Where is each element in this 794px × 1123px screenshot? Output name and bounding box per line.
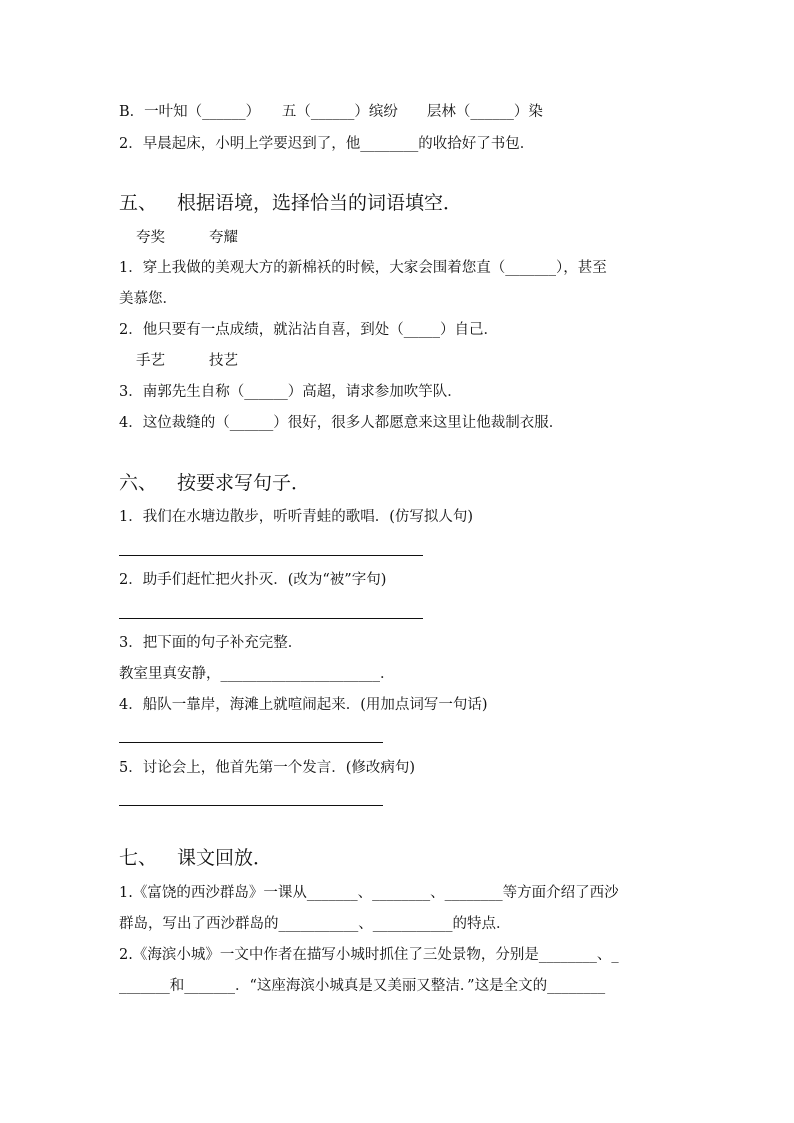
word-choices-2 [136,351,238,371]
section-6-number: 六、 [119,472,158,494]
section-6-question-4: 4．船队一靠岸，海滩上就喧闹起来．(用加点词写一句话) [119,697,488,713]
section-6-question-3-sentence: 教室里真安静，______________________． [119,666,395,682]
section-7-question-2-line2: _______和_______．“这座海滨小城真是又美丽又整洁．”这是全文的________ [119,978,606,994]
section-5-question-1-line2: 美慕您． [119,291,177,307]
answer-line-6-4[interactable] [119,742,383,743]
section-5-question-3: 3．南郭先生自称（______）高超，请求参加吹竽队． [119,384,462,400]
section-7-question-2-line1: 2.《海滨小城》一文中作者在描写小城时抓住了三处景物，分别是________、_ [119,947,619,963]
section-5-number: 五、 [119,192,158,214]
choice-jiyi: 技艺 [209,353,238,369]
answer-line-6-2[interactable] [119,618,423,619]
section-7-question-1-line1: 1.《富饶的西沙群岛》一课从_______、________、________等方面介绍了西沙 [119,885,619,901]
answer-line-6-5[interactable] [119,805,383,806]
section-5-question-2: 2．他只要有一点成绩，就沾沾自喜，到处（_____）自己． [119,322,498,338]
choice-kuajiang: 夸奖 [136,230,165,246]
section-6-question-1: 1．我们在水塘边散步，听听青蛙的歌唱．(仿写拟人句) [119,509,474,525]
choice-shouyi: 手艺 [136,353,165,369]
section-5-title [119,191,462,215]
section-6-question-3: 3．把下面的句子补充完整． [119,635,303,651]
section-6-heading: 按要求写句子． [177,472,311,494]
section-7-title [119,846,272,870]
section-6-question-5: 5．讨论会上，他首先第一个发言．(修改病句) [119,760,416,776]
section-6-question-2: 2．助手们赶忙把火扑灭．(改为“被”字句) [119,572,387,588]
section-5-question-1-line1: 1．穿上我做的美观大方的新棉袄的时候，大家会围着您直（_______），甚至 [119,260,607,276]
section-5-heading: 根据语境，选择恰当的词语填空． [177,192,463,214]
section-6-title [119,471,310,495]
answer-line-6-1[interactable] [119,555,423,556]
section-5-question-4: 4．这位裁缝的（______）很好，很多人都愿意来这里让他裁制衣服． [119,415,564,431]
question-b-idioms: B．一叶知（______） 五（______）缤纷 层林（______）染 [119,104,543,120]
section-7-number: 七、 [119,847,158,869]
section-7-heading: 课文回放． [177,847,273,869]
word-choices-1 [136,228,238,248]
choice-kuayao: 夸耀 [209,230,238,246]
question-2-morning: 2．早晨起床，小明上学要迟到了，他________的收拾好了书包． [119,136,535,152]
section-7-question-1-line2: 群岛，写出了西沙群岛的___________、___________的特点． [119,916,511,932]
